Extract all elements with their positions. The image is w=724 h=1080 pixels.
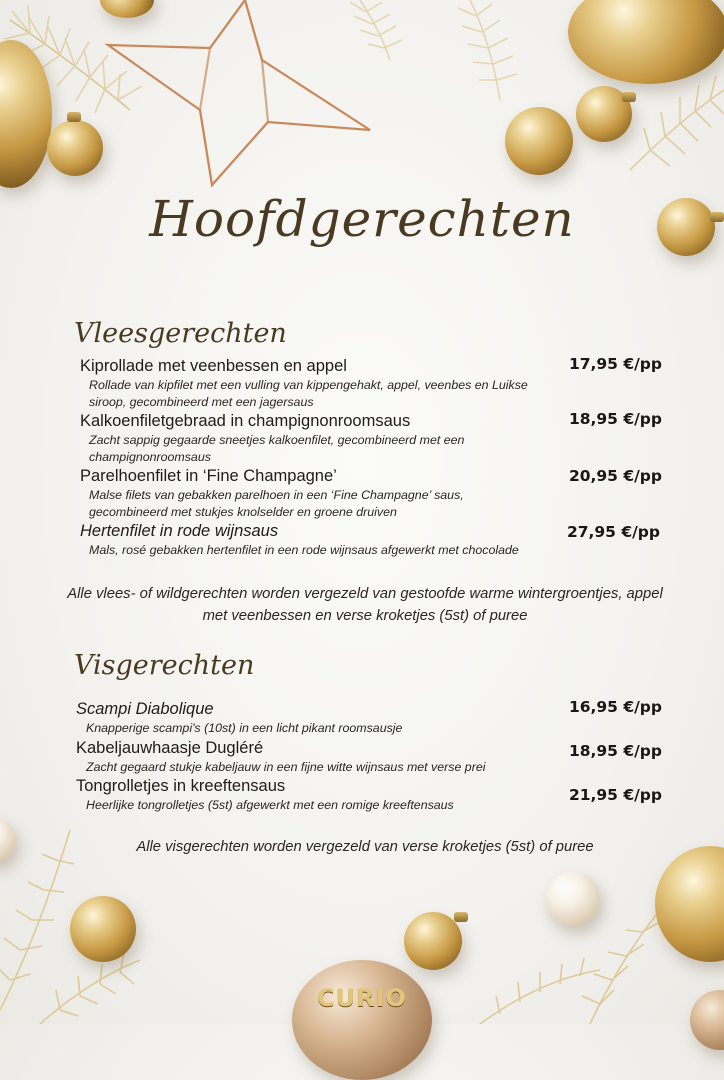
fish-note: Alle visgerechten worden vergezeld van verse kroketjes (5st) of puree: [136, 839, 594, 855]
gold-bauble-icon: [655, 846, 724, 962]
gold-bauble-icon: [568, 0, 724, 84]
gold-bauble-icon: [100, 0, 154, 18]
dish-name: Scampi Diabolique: [76, 700, 214, 718]
dish-name: Kalkoenfiletgebraad in champignonroomsaus: [80, 412, 411, 430]
dish-price: 18,95 €/pp: [568, 410, 662, 428]
dish-price: 17,95 €/pp: [568, 355, 662, 373]
dish-description: Rollade van kipfilet met een vulling van kippengehakt, appel, veenbes en Luikse siroop, gecombineerd met een jagersaus: [89, 378, 528, 409]
dish-price: 21,95 €/pp: [568, 786, 662, 804]
section-title-meat: Vleesgerechten: [74, 318, 287, 349]
dish-price: 18,95 €/pp: [568, 742, 662, 760]
dish-name: Kiprollade met veenbessen en appel: [80, 357, 347, 375]
dish-name: Kabeljauwhaasje Dugléré: [76, 739, 264, 757]
dish-name: Parelhoenfilet in ‘Fine Champagne’: [80, 467, 337, 485]
gold-bauble-icon: [690, 990, 724, 1050]
meat-note: Alle vlees- of wildgerechten worden vergezeld van gestoofde warme wintergroentjes, appel met veenbessen en verse kroketjes (5st) of puree: [67, 586, 663, 624]
gold-bauble-icon: [292, 960, 432, 1080]
jingle-bell-icon: [505, 107, 573, 175]
dish-description: Zacht gegaard stukje kabeljauw in een fijne witte wijnsaus met verse prei: [86, 760, 486, 774]
gold-bauble-icon: [404, 912, 462, 970]
dish-description: Malse filets van gebakken parelhoen in een ‘Fine Champagne’ saus, gecombineerd met stukjes knolselder en groene druiven: [89, 488, 464, 519]
dish-price: 16,95 €/pp: [568, 698, 662, 716]
star-icon: [108, 0, 370, 185]
section-title-fish: Visgerechten: [74, 650, 255, 681]
brand-logo: CURIO: [317, 984, 407, 1012]
gold-bauble-icon: [47, 120, 103, 176]
dish-price: 20,95 €/pp: [568, 467, 662, 485]
dish-name: Tongrolletjes in kreeftensaus: [76, 777, 286, 795]
gold-bauble-icon: [0, 818, 16, 862]
dish-description: Knapperige scampi's (10st) in een licht pikant roomsausje: [86, 721, 403, 735]
dish-description: Heerlijke tongrolletjes (5st) afgewerkt met een romige kreeftensaus: [86, 798, 454, 812]
dish-name: Hertenfilet in rode wijnsaus: [80, 522, 279, 540]
gold-bauble-icon: [546, 872, 600, 926]
page-title: Hoofdgerechten: [149, 190, 575, 248]
dish-description: Zacht sappig gegaarde sneetjes kalkoenfilet, gecombineerd met een champignonroomsaus: [89, 433, 465, 464]
gold-bauble-icon: [0, 40, 52, 188]
dish-price: 27,95 €/pp: [566, 523, 660, 541]
jingle-bell-icon: [70, 896, 136, 962]
dish-description: Mals, rosé gebakken hertenfilet in een rode wijnsaus afgewerkt met chocolade: [89, 543, 519, 557]
